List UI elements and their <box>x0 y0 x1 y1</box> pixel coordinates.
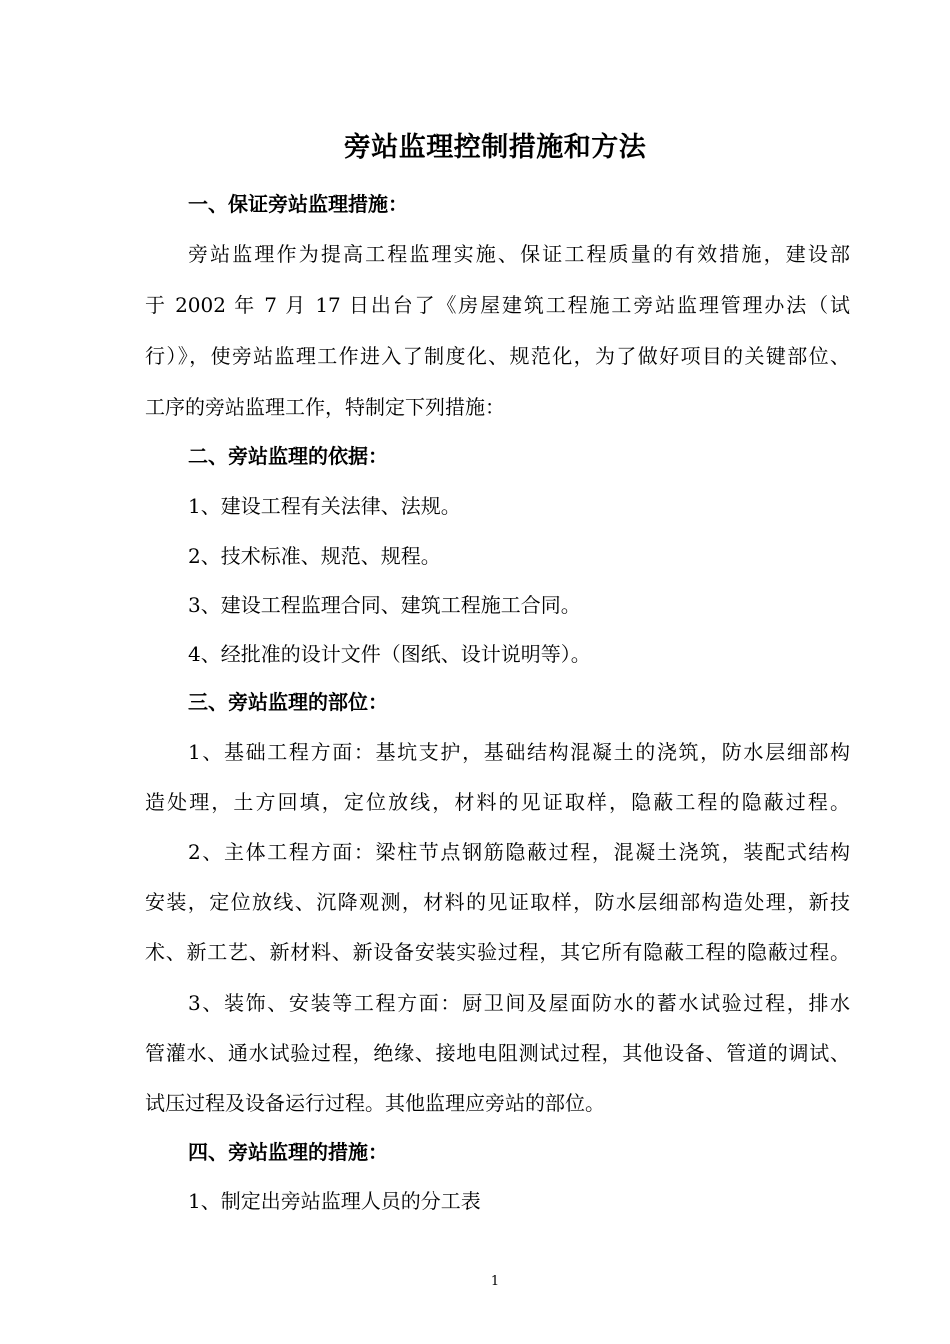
paragraph-line: 行）》，使旁站监理工作进入了制度化、规范化，为了做好项目的关键部位、 <box>145 344 850 368</box>
paragraph-line: 3、装饰、安装等工程方面：厨卫间及屋面防水的蓄水试验过程，排水 <box>188 991 850 1015</box>
list-item: 1、制定出旁站监理人员的分工表 <box>188 1189 481 1213</box>
document-title: 旁站监理控制措施和方法 <box>343 132 647 163</box>
section-heading-3: 三、旁站监理的部位： <box>188 690 388 714</box>
paragraph-line: 造处理，土方回填，定位放线，材料的见证取样，隐蔽工程的隐蔽过程。 <box>145 790 850 814</box>
paragraph-line: 于 2002 年 7 月 17 日出台了《房屋建筑工程施工旁站监理管理办法（试 <box>145 293 850 317</box>
section-heading-2: 二、旁站监理的依据： <box>188 444 388 468</box>
paragraph-line: 旁站监理作为提高工程监理实施、保证工程质量的有效措施，建设部 <box>188 242 850 266</box>
list-item: 4、经批准的设计文件（图纸、设计说明等）。 <box>188 642 591 666</box>
paragraph-line: 管灌水、通水试验过程，绝缘、接地电阻测试过程，其他设备、管道的调试、 <box>145 1041 850 1065</box>
paragraph-line: 1、基础工程方面：基坑支护，基础结构混凝土的浇筑，防水层细部构 <box>188 740 850 764</box>
section-heading-1: 一、保证旁站监理措施： <box>188 192 408 216</box>
paragraph-line: 工序的旁站监理工作，特制定下列措施： <box>145 395 505 419</box>
list-item: 2、技术标准、规范、规程。 <box>188 544 441 568</box>
paragraph-line: 术、新工艺、新材料、新设备安装实验过程，其它所有隐蔽工程的隐蔽过程。 <box>145 940 850 964</box>
paragraph-line: 试压过程及设备运行过程。其他监理应旁站的部位。 <box>145 1091 605 1115</box>
page-number: 1 <box>490 1274 500 1289</box>
paragraph-line: 安装，定位放线、沉降观测，材料的见证取样，防水层细部构造处理，新技 <box>145 890 850 914</box>
section-heading-4: 四、旁站监理的措施： <box>188 1140 388 1164</box>
list-item: 1、建设工程有关法律、法规。 <box>188 494 461 518</box>
list-item: 3、建设工程监理合同、建筑工程施工合同。 <box>188 593 581 617</box>
paragraph-line: 2、主体工程方面：梁柱节点钢筋隐蔽过程，混凝土浇筑，装配式结构 <box>188 840 850 864</box>
